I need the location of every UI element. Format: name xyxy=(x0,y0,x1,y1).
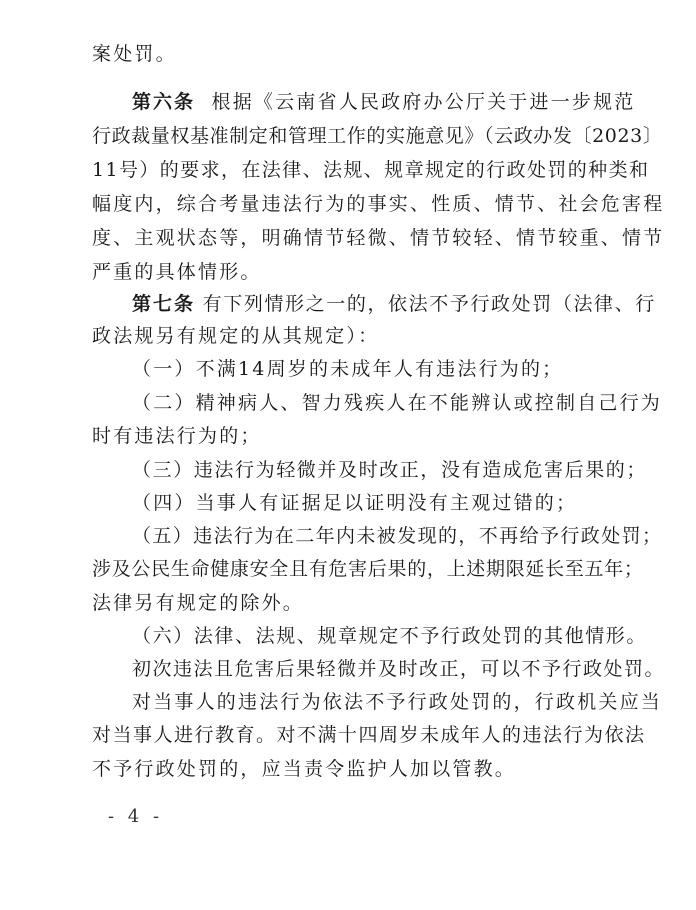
text-line: 时有违法行为的； xyxy=(92,425,262,447)
text-line: 涉及公民生命健康安全且有危害后果的，上述期限延长至五年； xyxy=(92,558,644,580)
text-line: 法律另有规定的除外。 xyxy=(92,592,305,614)
article-heading: 第七条 xyxy=(132,293,196,315)
list-item: （六）法律、法规、规章规定不予行政处罚的其他情形。 xyxy=(132,625,648,647)
list-item: （二）精神病人、智力残疾人在不能辨认或控制自己行为 xyxy=(132,392,663,414)
text-line: 政法规另有规定的从其规定）： xyxy=(92,325,380,347)
list-item: （五）违法行为在二年内未被发现的，不再给予行政处罚； xyxy=(132,525,663,547)
list-item: （三）违法行为轻微并及时改正，没有造成危害后果的； xyxy=(132,459,648,481)
text-line: 严重的具体情形。 xyxy=(92,261,262,283)
article-6-first-line: 第六条 根据《云南省人民政府办公厅关于进一步规范 xyxy=(132,91,636,113)
text-line: 度、主观状态等，明确情节轻微、情节较轻、情节较重、情节 xyxy=(92,227,665,249)
paragraph-first-line: 对当事人的违法行为依法不予行政处罚的，行政机关应当 xyxy=(132,691,663,713)
text-line: 行政裁量权基准制定和管理工作的实施意见》（云政办发〔2023〕 xyxy=(92,125,663,147)
list-item: （四）当事人有证据足以证明没有主观过错的； xyxy=(132,492,578,514)
text-line: 案处罚。 xyxy=(92,43,177,65)
text-line: 11号）的要求，在法律、法规、规章规定的行政处罚的种类和 xyxy=(92,159,650,181)
text-line: 不予行政处罚的，应当责令监护人加以管教。 xyxy=(92,758,517,780)
list-item: （一）不满14周岁的未成年人有违法行为的； xyxy=(132,358,564,380)
paragraph-first-line: 初次违法且危害后果轻微并及时改正，可以不予行政处罚。 xyxy=(132,658,666,680)
page-number: - 4 - xyxy=(108,806,164,827)
article-heading: 第六条 xyxy=(132,91,196,113)
text-line: 幅度内，综合考量违法行为的事实、性质、情节、社会危害程 xyxy=(92,193,665,215)
article-7-first-line: 第七条 有下列情形之一的，依法不予行政处罚（法律、行 xyxy=(132,293,656,315)
text-line: 对当事人进行教育。对不满十四周岁未成年人的违法行为依法 xyxy=(92,724,646,746)
